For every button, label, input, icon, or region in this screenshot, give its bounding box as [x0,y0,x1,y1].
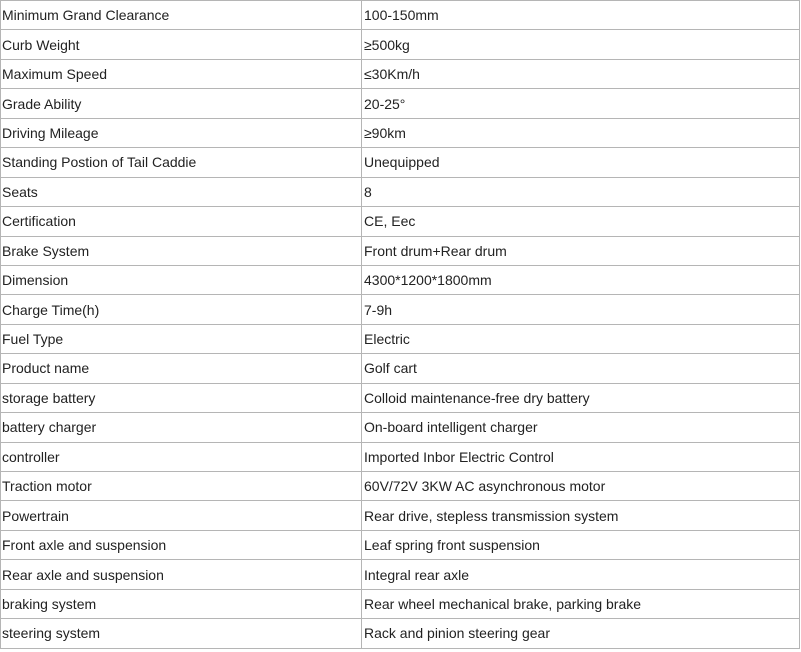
spec-label: Standing Postion of Tail Caddie [1,148,362,177]
spec-value: 100-150mm [362,1,800,30]
spec-value: CE, Eec [362,207,800,236]
table-row [1,530,800,559]
spec-label: Dimension [1,265,362,294]
table-row [1,560,800,589]
spec-value: Rack and pinion steering gear [362,619,800,648]
spec-label: Powertrain [1,501,362,530]
table-row [1,472,800,501]
spec-label: Front axle and suspension [1,530,362,559]
spec-label: steering system [1,619,362,648]
table-row [1,354,800,383]
spec-value: Imported Inbor Electric Control [362,442,800,471]
spec-label: Brake System [1,236,362,265]
spec-label: Traction motor [1,472,362,501]
spec-table-body [1,1,800,649]
table-row [1,383,800,412]
table-row [1,118,800,147]
spec-label: Fuel Type [1,324,362,353]
table-row [1,619,800,648]
spec-value: Rear wheel mechanical brake, parking brake [362,589,800,618]
spec-value: ≥90km [362,118,800,147]
spec-label: Rear axle and suspension [1,560,362,589]
spec-value: 7-9h [362,295,800,324]
table-row [1,295,800,324]
spec-value: 8 [362,177,800,206]
spec-value: 60V/72V 3KW AC asynchronous motor [362,472,800,501]
spec-value: On-board intelligent charger [362,413,800,442]
spec-value: 20-25° [362,89,800,118]
spec-label: Seats [1,177,362,206]
spec-value: Electric [362,324,800,353]
table-row [1,89,800,118]
spec-label: Certification [1,207,362,236]
spec-value: ≥500kg [362,30,800,59]
table-row [1,265,800,294]
spec-value: Front drum+Rear drum [362,236,800,265]
table-row [1,207,800,236]
spec-label: Curb Weight [1,30,362,59]
spec-value: 4300*1200*1800mm [362,265,800,294]
table-row [1,324,800,353]
table-row [1,177,800,206]
spec-label: Maximum Speed [1,59,362,88]
spec-label: battery charger [1,413,362,442]
spec-label: Driving Mileage [1,118,362,147]
spec-value: Unequipped [362,148,800,177]
spec-label: storage battery [1,383,362,412]
spec-label: Product name [1,354,362,383]
table-row [1,59,800,88]
spec-label: Charge Time(h) [1,295,362,324]
spec-value: Integral rear axle [362,560,800,589]
table-row [1,413,800,442]
spec-label: braking system [1,589,362,618]
spec-value: ≤30Km/h [362,59,800,88]
spec-label: Minimum Grand Clearance [1,1,362,30]
table-row [1,236,800,265]
spec-label: Grade Ability [1,89,362,118]
table-row [1,148,800,177]
table-row [1,442,800,471]
table-row [1,501,800,530]
spec-value: Leaf spring front suspension [362,530,800,559]
table-row [1,1,800,30]
spec-label: controller [1,442,362,471]
spec-value: Rear drive, stepless transmission system [362,501,800,530]
spec-value: Golf cart [362,354,800,383]
table-row [1,589,800,618]
spec-value: Colloid maintenance-free dry battery [362,383,800,412]
table-row [1,30,800,59]
